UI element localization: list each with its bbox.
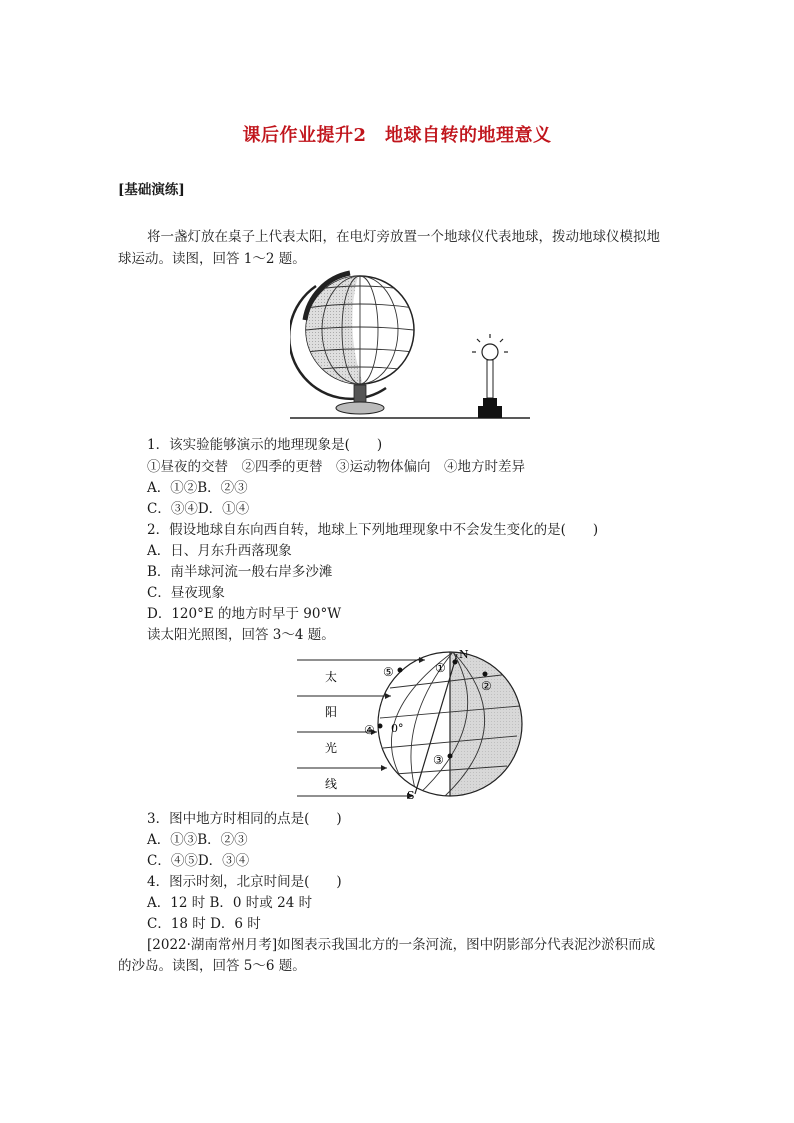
point-2-label: ②: [481, 679, 492, 693]
intro-2: 读太阳光照图，回答 3～4 题。: [147, 627, 335, 643]
q2-stem: 2．假设地球自东向西自转，地球上下列地理现象中不会发生变化的是( ): [147, 522, 599, 538]
point-1-label: ①: [435, 661, 446, 675]
sun-char-1: 太: [324, 670, 338, 684]
q1-options-cd: C．③④D．①④: [147, 501, 250, 517]
sunlight-diagram: [295, 648, 535, 800]
globe-icon: [290, 268, 530, 418]
longitude-0-label: 0°: [391, 722, 404, 735]
q4-options-ab: A．12 时 B．0 时或 24 时: [147, 895, 313, 911]
q2-option-b: B．南半球河流一般右岸多沙滩: [147, 564, 333, 580]
q2-option-d: D．120°E 的地方时早于 90°W: [147, 606, 342, 622]
q3-options-ab: A．①③B．②③: [147, 832, 248, 848]
q1-items: ①昼夜的交替 ②四季的更替 ③运动物体偏向 ④地方时差异: [147, 459, 525, 475]
point-4-label: ④: [364, 723, 375, 737]
point-3-label: ③: [433, 753, 444, 767]
intro-1-line-1: 将一盏灯放在桌子上代表太阳，在电灯旁放置一个地球仪代表地球，拨动地球仪模拟地: [147, 229, 660, 245]
globe-lamp-figure: [290, 268, 530, 428]
q2-option-a: A．日、月东升西落现象: [147, 543, 292, 559]
section-heading: [基础演练]: [118, 182, 185, 198]
q3-stem: 3．图中地方时相同的点是( ): [147, 811, 342, 827]
sun-char-3: 光: [324, 741, 338, 755]
intro-3-line-2: 的沙岛。读图，回答 5～6 题。: [118, 958, 306, 974]
q3-options-cd: C．④⑤D．③④: [147, 853, 250, 869]
lamp-icon: [472, 334, 508, 418]
intro-3-line-1: [2022·湖南常州月考]如图表示我国北方的一条河流，图中阴影部分代表泥沙淤积而成: [147, 937, 656, 953]
q1-options-ab: A．①②B．②③: [147, 480, 248, 496]
point-5-label: ⑤: [383, 665, 394, 679]
pole-n-label: N: [459, 648, 469, 661]
q1-stem: 1．该实验能够演示的地理现象是( ): [147, 437, 383, 453]
page-title: 课后作业提升2 地球自转的地理意义: [242, 125, 552, 146]
sun-char-4: 线: [324, 777, 338, 791]
q4-stem: 4．图示时刻，北京时间是( ): [147, 874, 342, 890]
pole-s-label: S: [407, 789, 415, 800]
sun-char-2: 阳: [324, 705, 338, 719]
intro-1-line-2: 球运动。读图，回答 1～2 题。: [118, 251, 306, 267]
q2-option-c: C．昼夜现象: [147, 585, 225, 601]
q4-options-cd: C．18 时 D．6 时: [147, 916, 261, 932]
